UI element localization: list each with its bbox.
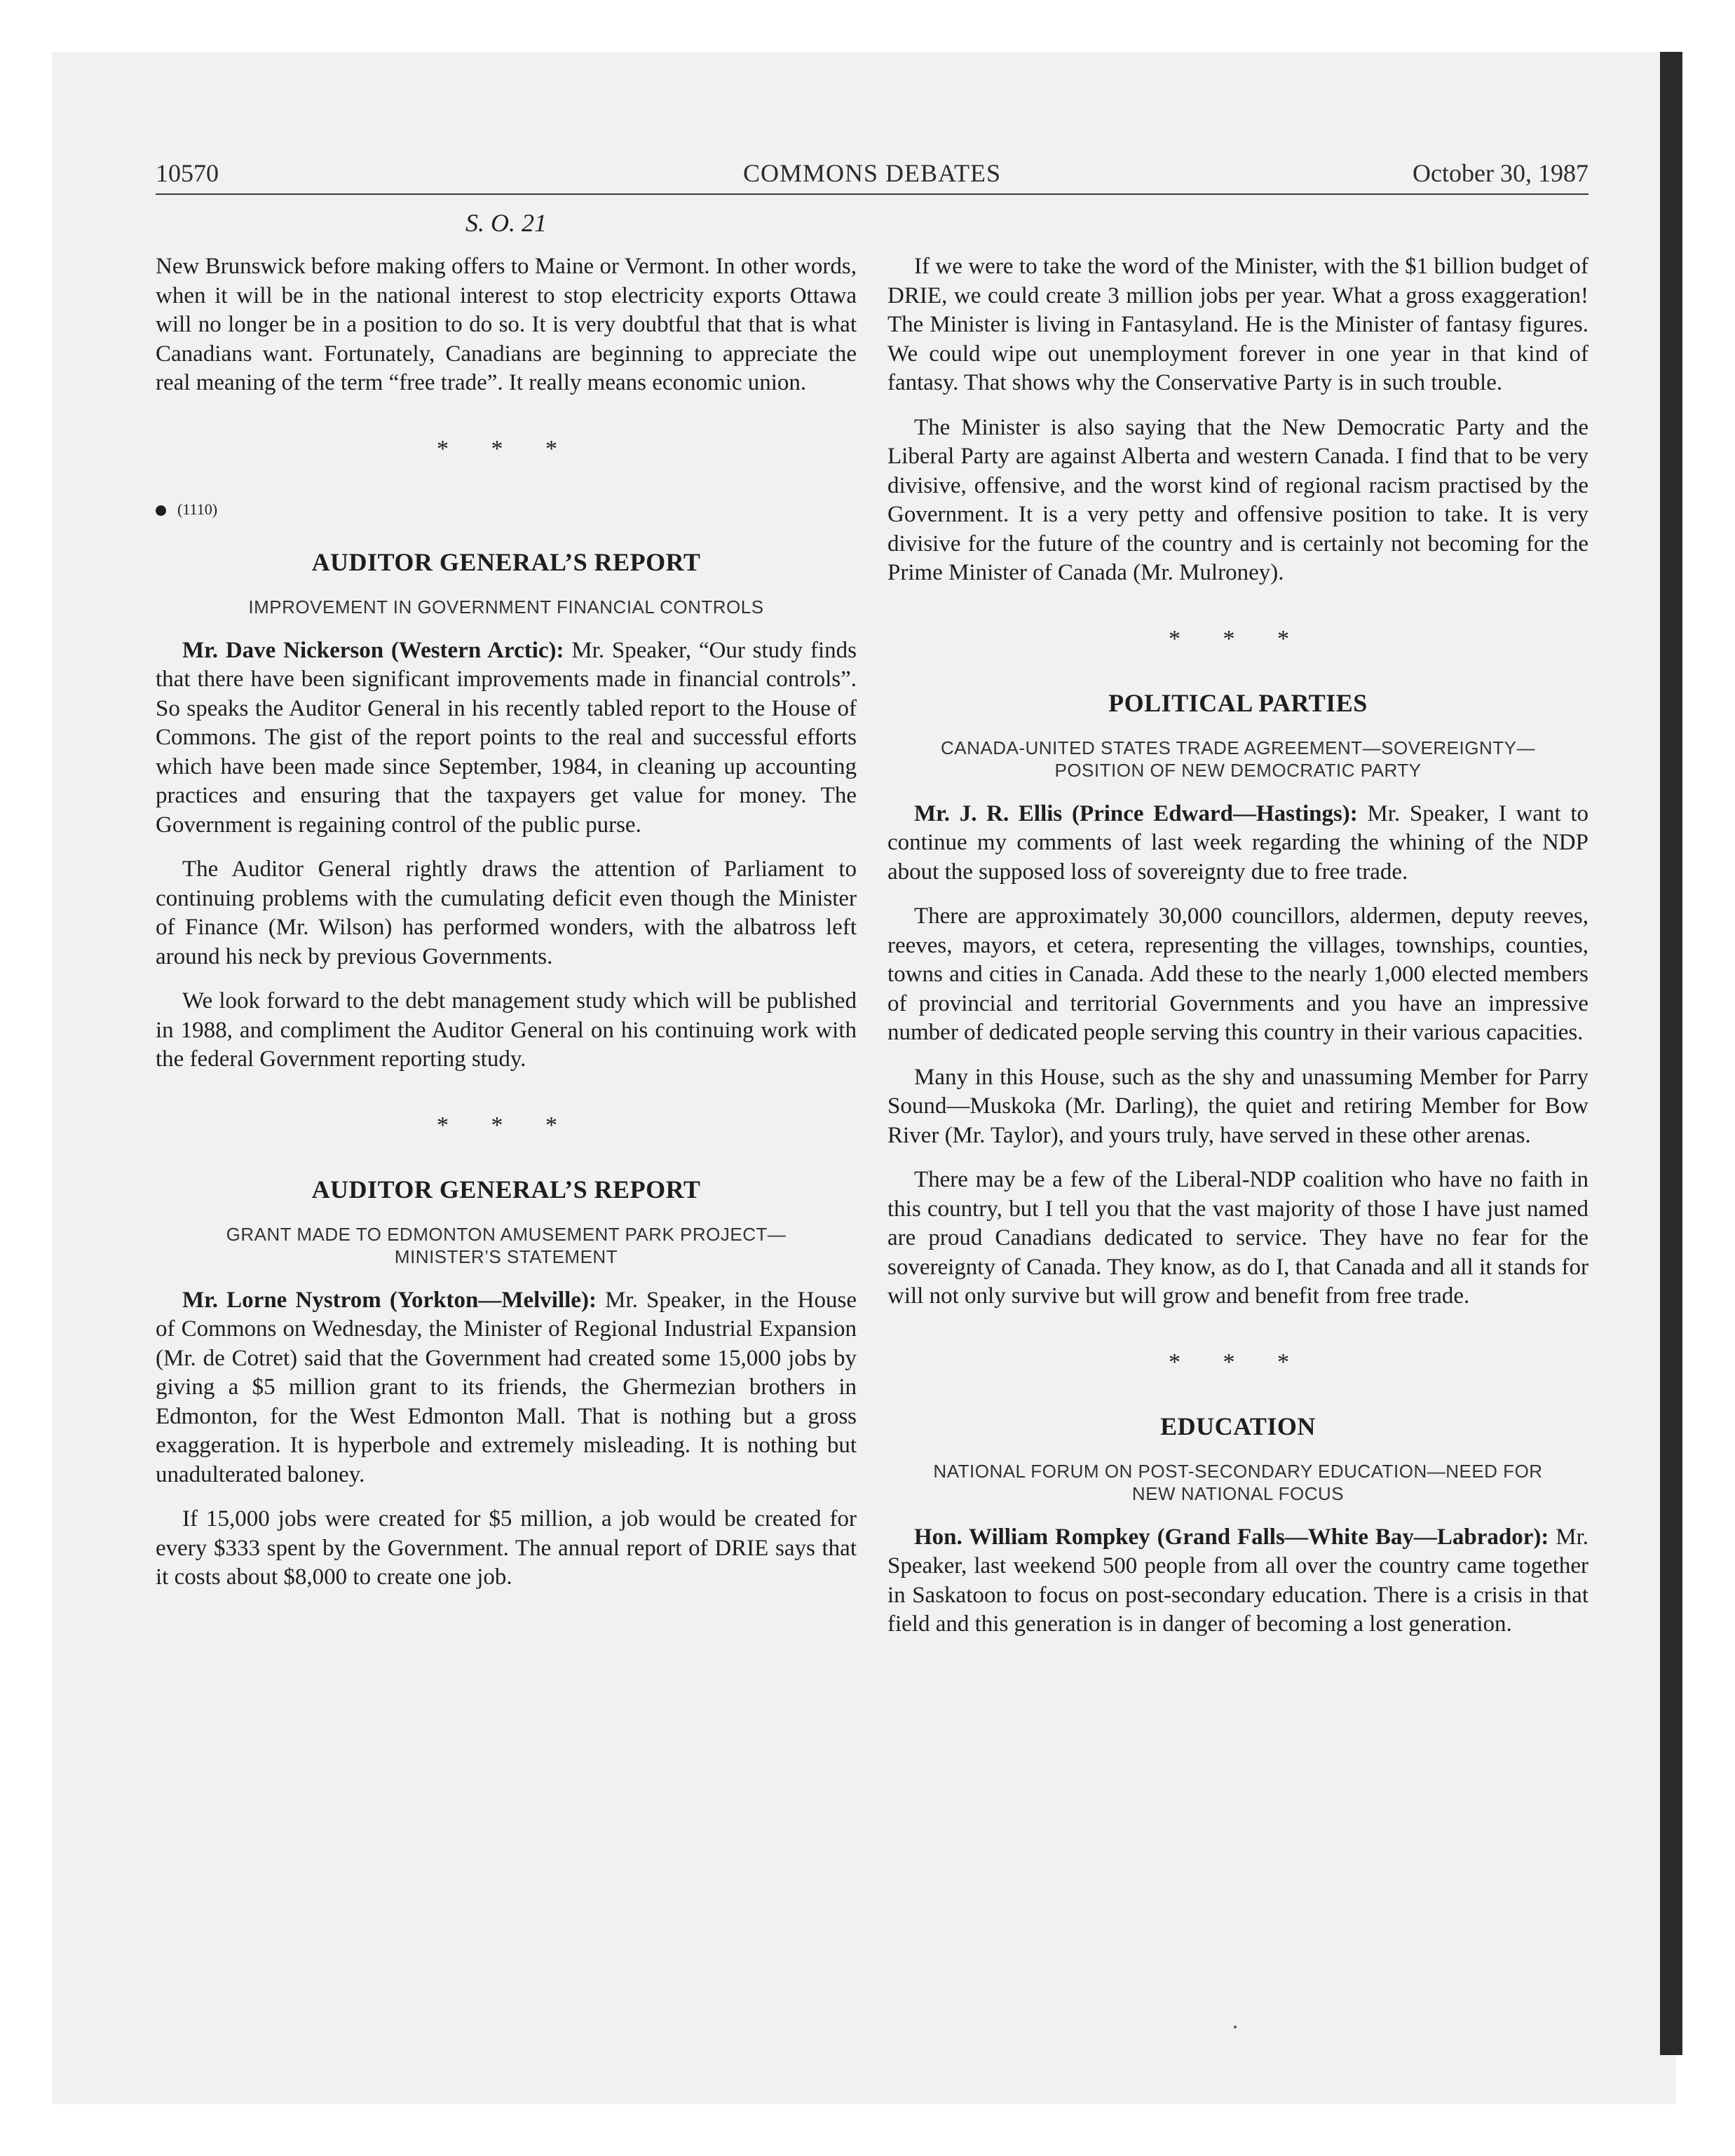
publication-date: October 30, 1987 — [1413, 159, 1588, 187]
time-marker-text: (1110) — [177, 500, 218, 518]
right-column — [887, 252, 1588, 1655]
left-column — [156, 252, 857, 1608]
standing-order-label: S. O. 21 — [465, 209, 547, 237]
scan-edge-shadow — [1660, 52, 1682, 2055]
speech-text: Mr. Speaker, last weekend 500 people from all over the country came together in Saskatoon to focus on post-secondary education. There is a crisis in that field and this generation is in danger of becoming a lost generation. — [887, 1524, 1589, 1637]
section-heading: AUDITOR GENERAL’S REPORT — [311, 547, 701, 576]
speech-paragraph — [887, 1523, 1588, 1639]
scan-speck — [1234, 2026, 1237, 2028]
document-page — [156, 156, 1589, 1637]
section-separator: * * * — [437, 435, 576, 462]
speech-paragraph — [887, 800, 1588, 887]
running-header — [156, 156, 1588, 195]
speech-paragraph: If 15,000 jobs were created for $5 million, a job would be created for every $333 spent by the Government. The annual report of DRIE says that it costs about $8,000 to create one job. — [156, 1506, 857, 1590]
speech-paragraph: Many in this House, such as the shy and unassuming Member for Parry Sound—Muskoka (Mr. Darling), the quiet and retiring Member for Bow River (Mr. Taylor), and yours truly, have served in these other arenas. — [887, 1064, 1588, 1148]
speaker-name: Hon. William Rompkey (Grand Falls—White Bay—Labrador): — [914, 1524, 1549, 1550]
speech-text: Mr. Speaker, in the House of Commons on Wednesday, the Minister of Regional Industrial Expansion (Mr. de Cotret) said that the Government had created some 15,000 jobs by giving a $5 million grant to its friends, the Ghermezian brothers in Edmonton, for the West Edmonton Mall. That is nothing but a gross exaggeration. It is hyperbole and extremely misleading. It is nothing but unadulterated baloney. — [156, 1287, 857, 1487]
section-heading: AUDITOR GENERAL’S REPORT — [311, 1175, 701, 1203]
section-heading: EDUCATION — [1160, 1412, 1316, 1440]
publication-title: COMMONS DEBATES — [742, 159, 1002, 187]
section-separator: * * * — [1169, 1349, 1307, 1375]
section-separator: * * * — [437, 1112, 576, 1138]
section-subheading: CANADA-UNITED STATES TRADE AGREEMENT—SOVEREIGNTY—POSITION OF NEW DEMOCRATIC PARTY — [941, 737, 1535, 781]
section-subheading: IMPROVEMENT IN GOVERNMENT FINANCIAL CONTROLS — [248, 596, 764, 618]
speech-paragraph: There may be a few of the Liberal-NDP coalition who have no faith in this country, but I tell you that the vast majority of those I have just named are proud Canadians dedicated to service. They have no fear for the sovereignty of Canada. They know, as do I, that Canada and all it stands for will not only survive but will grow and benefit from free trade. — [887, 1167, 1588, 1309]
speech-paragraph: We look forward to the debt management study which will be published in 1988, and compliment the Auditor General on his continuing work with the federal Government reporting study. — [156, 988, 857, 1072]
section-subheading: NATIONAL FORUM ON POST-SECONDARY EDUCATION—NEED FOR NEW NATIONAL FOCUS — [933, 1460, 1543, 1504]
section-heading: POLITICAL PARTIES — [1108, 688, 1368, 717]
speech-text: Mr. Speaker, “Our study finds that there have been significant improvements made in financial controls”. So speaks the Auditor General in his recently tabled report to the House of Commons. The gist of the report points to the real and successful efforts which have been made since September, 1984, in cleaning up accounting practices and ensuring that the taxpayers get value for money. The Government is regaining control of the public purse. — [156, 637, 857, 838]
time-marker — [156, 498, 857, 521]
section-separator: * * * — [1169, 625, 1307, 652]
speech-paragraph — [156, 636, 857, 840]
section-subheading: GRANT MADE TO EDMONTON AMUSEMENT PARK PROJECT—MINISTER’S STATEMENT — [226, 1223, 787, 1267]
speaker-name: Mr. Lorne Nystrom (Yorkton—Melville): — [182, 1287, 597, 1313]
bullet-dot-icon — [156, 505, 166, 516]
page-number: 10570 — [156, 159, 219, 187]
speech-text: Mr. Speaker, I want to continue my comments of last week regarding the whining of the NDP about the supposed loss of sovereignty due to free trade. — [887, 800, 1588, 885]
speech-paragraph: If we were to take the word of the Minister, with the $1 billion budget of DRIE, we could create 3 million jobs per year. What a gross exaggeration! The Minister is living in Fantasyland. He is the Minister of fantasy figures. We could wipe out unemployment forever in one year in that kind of fantasy. That shows why the Conservative Party is in such trouble. — [887, 254, 1588, 395]
speaker-name: Mr. Dave Nickerson (Western Arctic): — [182, 637, 564, 663]
speech-paragraph: There are approximately 30,000 councillors, aldermen, deputy reeves, reeves, mayors, et cetera, representing the villages, townships, counties, towns and cities in Canada. Add these to the nearly 1,000 elected members of provincial and territorial Governments and you have an impressive number of dedicated people serving this country in their various capacities. — [887, 903, 1588, 1045]
speech-paragraph — [156, 1286, 857, 1490]
speech-paragraph: The Auditor General rightly draws the attention of Parliament to continuing problems with the cumulating deficit even though the Minister of Finance (Mr. Wilson) has performed wonders, with the albatross left around his neck by previous Governments. — [156, 857, 857, 969]
speaker-name: Mr. J. R. Ellis (Prince Edward—Hastings): — [914, 800, 1358, 826]
speech-paragraph: The Minister is also saying that the New Democratic Party and the Liberal Party are against Alberta and western Canada. I find that to be very divisive, offensive, and the worst kind of regional racism practised by the Government. It is a very petty and offensive position to take. It is very divisive for the future of the country and is certainly not becoming for the Prime Minister of Canada (Mr. Mulroney). — [887, 414, 1588, 585]
continued-paragraph: New Brunswick before making offers to Maine or Vermont. In other words, when it will be in the national interest to stop electricity exports Ottawa will no longer be in a position to do so. It is very doubtful that that is what Canadians want. Fortunately, Canadians are beginning to appreciate the real meaning of the term “free trade”. It really means economic union. — [156, 254, 857, 395]
